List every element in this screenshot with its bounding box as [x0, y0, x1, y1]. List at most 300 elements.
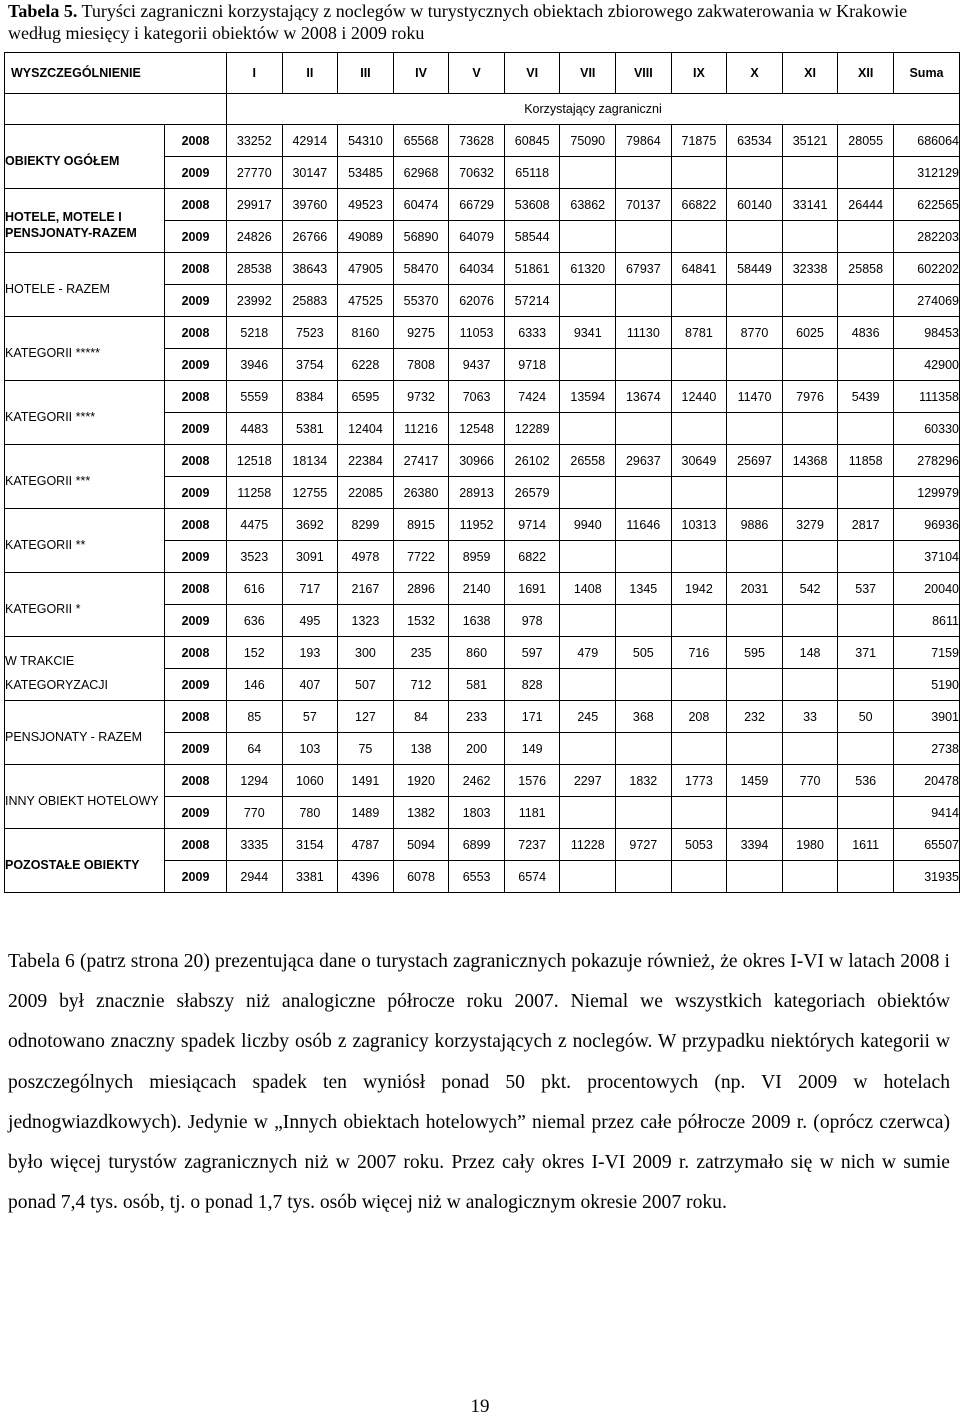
table-row [5, 125, 960, 157]
value-cell: 7237 [504, 829, 560, 861]
value-cell: 63534 [727, 125, 783, 157]
table-subheader-row [5, 94, 960, 125]
value-cell [671, 541, 727, 573]
value-cell [560, 349, 616, 381]
value-cell [782, 221, 838, 253]
value-cell: 75090 [560, 125, 616, 157]
year-cell: 2009 [165, 861, 227, 893]
value-cell: 66822 [671, 189, 727, 221]
sum-cell: 129979 [894, 477, 960, 509]
value-cell: 55370 [393, 285, 449, 317]
year-cell: 2008 [165, 253, 227, 285]
sum-cell: 8611 [894, 605, 960, 637]
value-cell: 84 [393, 701, 449, 733]
value-cell [838, 669, 894, 701]
value-cell [616, 157, 672, 189]
value-cell: 5439 [838, 381, 894, 413]
value-cell [671, 413, 727, 445]
table-caption-label: Tabela 5. [8, 1, 78, 21]
value-cell: 6553 [449, 861, 505, 893]
value-cell: 25697 [727, 445, 783, 477]
sum-cell: 9414 [894, 797, 960, 829]
value-cell [838, 349, 894, 381]
value-cell: 57214 [504, 285, 560, 317]
value-cell: 595 [727, 637, 783, 669]
value-cell [671, 733, 727, 765]
value-cell: 26766 [282, 221, 338, 253]
value-cell: 75 [338, 733, 394, 765]
value-cell: 56890 [393, 221, 449, 253]
value-cell: 1408 [560, 573, 616, 605]
value-cell: 770 [782, 765, 838, 797]
value-cell: 28055 [838, 125, 894, 157]
value-cell: 495 [282, 605, 338, 637]
category-cell [5, 125, 165, 189]
value-cell [838, 733, 894, 765]
sum-cell: 686064 [894, 125, 960, 157]
year-cell: 2009 [165, 157, 227, 189]
value-cell [560, 733, 616, 765]
value-cell: 7722 [393, 541, 449, 573]
value-cell: 32338 [782, 253, 838, 285]
header-sum: Suma [894, 53, 960, 94]
sum-cell: 20040 [894, 573, 960, 605]
value-cell: 70137 [616, 189, 672, 221]
value-cell: 26444 [838, 189, 894, 221]
value-cell [671, 157, 727, 189]
value-cell: 6899 [449, 829, 505, 861]
value-cell: 5053 [671, 829, 727, 861]
value-cell: 7976 [782, 381, 838, 413]
header-month: X [727, 53, 783, 94]
value-cell: 27417 [393, 445, 449, 477]
value-cell: 3154 [282, 829, 338, 861]
sum-cell: 42900 [894, 349, 960, 381]
year-cell: 2009 [165, 349, 227, 381]
header-month: XI [782, 53, 838, 94]
year-cell: 2009 [165, 413, 227, 445]
value-cell [671, 349, 727, 381]
header-month: I [227, 53, 283, 94]
value-cell [727, 285, 783, 317]
value-cell: 11258 [227, 477, 283, 509]
category-label: INNY OBIEKT HOTELOWY [5, 793, 159, 808]
value-cell [616, 285, 672, 317]
value-cell [727, 477, 783, 509]
category-cell [5, 829, 165, 893]
value-cell: 1181 [504, 797, 560, 829]
year-cell: 2008 [165, 125, 227, 157]
value-cell: 62076 [449, 285, 505, 317]
value-cell [838, 413, 894, 445]
table-row [5, 381, 960, 413]
value-cell: 200 [449, 733, 505, 765]
header-month: II [282, 53, 338, 94]
value-cell: 193 [282, 637, 338, 669]
value-cell: 7523 [282, 317, 338, 349]
value-cell: 368 [616, 701, 672, 733]
value-cell: 1323 [338, 605, 394, 637]
value-cell [671, 285, 727, 317]
table-caption-text: Turyści zagraniczni korzystający z noclegów w turystycznych obiektach zbiorowego zakwaterowania w Krakowie według miesięcy i kategorii obiektów w 2008 i 2009 roku [8, 1, 908, 43]
value-cell: 581 [449, 669, 505, 701]
value-cell: 146 [227, 669, 283, 701]
value-cell [782, 797, 838, 829]
header-month: III [338, 53, 394, 94]
value-cell: 64034 [449, 253, 505, 285]
value-cell: 11216 [393, 413, 449, 445]
value-cell: 9727 [616, 829, 672, 861]
value-cell: 11053 [449, 317, 505, 349]
value-cell: 26558 [560, 445, 616, 477]
value-cell [838, 541, 894, 573]
sum-cell: 7159 [894, 637, 960, 669]
value-cell: 828 [504, 669, 560, 701]
value-cell: 18134 [282, 445, 338, 477]
value-cell: 5381 [282, 413, 338, 445]
value-cell: 26380 [393, 477, 449, 509]
category-label: POZOSTAŁE OBIEKTY [5, 857, 140, 872]
sum-cell: 274069 [894, 285, 960, 317]
value-cell: 30966 [449, 445, 505, 477]
header-wyszczegolnienie: WYSZCZEGÓLNIENIE [5, 53, 227, 94]
value-cell [727, 797, 783, 829]
value-cell [782, 285, 838, 317]
value-cell: 542 [782, 573, 838, 605]
value-cell: 780 [282, 797, 338, 829]
value-cell [560, 221, 616, 253]
subheader-empty-cell [5, 94, 227, 125]
year-cell: 2009 [165, 669, 227, 701]
value-cell: 232 [727, 701, 783, 733]
value-cell [616, 797, 672, 829]
value-cell: 8384 [282, 381, 338, 413]
value-cell [616, 541, 672, 573]
value-cell: 28913 [449, 477, 505, 509]
value-cell: 11858 [838, 445, 894, 477]
value-cell: 6595 [338, 381, 394, 413]
value-cell: 371 [838, 637, 894, 669]
year-cell: 2009 [165, 477, 227, 509]
sum-cell: 65507 [894, 829, 960, 861]
value-cell: 2140 [449, 573, 505, 605]
value-cell: 11646 [616, 509, 672, 541]
value-cell: 30649 [671, 445, 727, 477]
category-label: HOTELE, MOTELE I PENSJONATY-RAZEM [5, 209, 137, 240]
value-cell: 138 [393, 733, 449, 765]
value-cell: 9886 [727, 509, 783, 541]
value-cell: 12518 [227, 445, 283, 477]
header-month: V [449, 53, 505, 94]
category-cell [5, 317, 165, 381]
header-month: XII [838, 53, 894, 94]
value-cell: 1980 [782, 829, 838, 861]
value-cell [727, 349, 783, 381]
value-cell: 103 [282, 733, 338, 765]
value-cell: 8959 [449, 541, 505, 573]
value-cell: 507 [338, 669, 394, 701]
value-cell: 29637 [616, 445, 672, 477]
value-cell: 33141 [782, 189, 838, 221]
value-cell: 2297 [560, 765, 616, 797]
year-cell: 2009 [165, 285, 227, 317]
value-cell: 8781 [671, 317, 727, 349]
category-label: W TRAKCIE KATEGORYZACJI [5, 653, 109, 692]
table-row [5, 701, 960, 733]
value-cell [671, 605, 727, 637]
value-cell: 717 [282, 573, 338, 605]
value-cell: 4475 [227, 509, 283, 541]
value-cell: 1942 [671, 573, 727, 605]
year-cell: 2009 [165, 221, 227, 253]
category-label: HOTELE - RAZEM [5, 281, 110, 296]
value-cell: 5094 [393, 829, 449, 861]
value-cell: 50 [838, 701, 894, 733]
value-cell: 14368 [782, 445, 838, 477]
value-cell: 1345 [616, 573, 672, 605]
value-cell: 25858 [838, 253, 894, 285]
value-cell: 38643 [282, 253, 338, 285]
value-cell: 4787 [338, 829, 394, 861]
sum-cell: 20478 [894, 765, 960, 797]
value-cell: 13674 [616, 381, 672, 413]
value-cell [782, 349, 838, 381]
subheader-korzystajacy: Korzystający zagraniczni [227, 94, 960, 125]
value-cell: 4483 [227, 413, 283, 445]
value-cell [616, 605, 672, 637]
value-cell [782, 605, 838, 637]
sum-cell: 111358 [894, 381, 960, 413]
sum-cell: 312129 [894, 157, 960, 189]
value-cell: 6078 [393, 861, 449, 893]
category-cell [5, 509, 165, 573]
value-cell: 9275 [393, 317, 449, 349]
value-cell: 149 [504, 733, 560, 765]
sum-cell: 5190 [894, 669, 960, 701]
value-cell: 9718 [504, 349, 560, 381]
value-cell [616, 733, 672, 765]
value-cell: 235 [393, 637, 449, 669]
table-row [5, 317, 960, 349]
value-cell: 6574 [504, 861, 560, 893]
table-row [5, 765, 960, 797]
value-cell: 505 [616, 637, 672, 669]
value-cell: 716 [671, 637, 727, 669]
value-cell [782, 669, 838, 701]
value-cell: 51861 [504, 253, 560, 285]
value-cell: 33 [782, 701, 838, 733]
value-cell: 537 [838, 573, 894, 605]
value-cell [838, 797, 894, 829]
value-cell: 7424 [504, 381, 560, 413]
value-cell [838, 477, 894, 509]
value-cell: 26579 [504, 477, 560, 509]
value-cell [782, 157, 838, 189]
value-cell [782, 733, 838, 765]
value-cell: 5218 [227, 317, 283, 349]
value-cell: 53608 [504, 189, 560, 221]
table-row [5, 445, 960, 477]
value-cell [727, 669, 783, 701]
value-cell: 12548 [449, 413, 505, 445]
sum-cell: 98453 [894, 317, 960, 349]
value-cell: 26102 [504, 445, 560, 477]
value-cell: 2944 [227, 861, 283, 893]
value-cell: 1489 [338, 797, 394, 829]
value-cell: 42914 [282, 125, 338, 157]
value-cell: 47905 [338, 253, 394, 285]
value-cell: 5559 [227, 381, 283, 413]
year-cell: 2009 [165, 605, 227, 637]
value-cell: 3946 [227, 349, 283, 381]
category-cell [5, 701, 165, 765]
value-cell: 6228 [338, 349, 394, 381]
category-label: OBIEKTY OGÓŁEM [5, 153, 120, 168]
value-cell: 8770 [727, 317, 783, 349]
value-cell: 29917 [227, 189, 283, 221]
value-cell: 712 [393, 669, 449, 701]
value-cell: 1382 [393, 797, 449, 829]
value-cell: 233 [449, 701, 505, 733]
value-cell: 11470 [727, 381, 783, 413]
value-cell: 8160 [338, 317, 394, 349]
value-cell [616, 477, 672, 509]
value-cell: 6822 [504, 541, 560, 573]
value-cell: 3692 [282, 509, 338, 541]
value-cell: 860 [449, 637, 505, 669]
category-cell [5, 189, 165, 253]
value-cell [560, 861, 616, 893]
year-cell: 2008 [165, 189, 227, 221]
category-label: KATEGORII *** [5, 473, 91, 488]
value-cell [616, 221, 672, 253]
value-cell: 12755 [282, 477, 338, 509]
sum-cell: 282203 [894, 221, 960, 253]
value-cell: 1691 [504, 573, 560, 605]
value-cell: 1294 [227, 765, 283, 797]
category-cell [5, 253, 165, 317]
value-cell: 3754 [282, 349, 338, 381]
value-cell: 7808 [393, 349, 449, 381]
value-cell: 978 [504, 605, 560, 637]
sum-cell: 278296 [894, 445, 960, 477]
category-label: PENSJONATY - RAZEM [5, 729, 143, 744]
value-cell: 2031 [727, 573, 783, 605]
value-cell [782, 541, 838, 573]
value-cell [560, 413, 616, 445]
value-cell: 24826 [227, 221, 283, 253]
value-cell [727, 861, 783, 893]
value-cell: 2896 [393, 573, 449, 605]
value-cell: 27770 [227, 157, 283, 189]
value-cell: 1491 [338, 765, 394, 797]
value-cell: 6025 [782, 317, 838, 349]
value-cell: 64841 [671, 253, 727, 285]
value-cell: 636 [227, 605, 283, 637]
value-cell: 70632 [449, 157, 505, 189]
sum-cell: 37104 [894, 541, 960, 573]
value-cell: 33252 [227, 125, 283, 157]
year-cell: 2008 [165, 701, 227, 733]
value-cell [838, 285, 894, 317]
value-cell [782, 477, 838, 509]
value-cell: 6333 [504, 317, 560, 349]
value-cell: 85 [227, 701, 283, 733]
year-cell: 2008 [165, 829, 227, 861]
value-cell: 1638 [449, 605, 505, 637]
year-cell: 2009 [165, 541, 227, 573]
body-paragraph [8, 942, 950, 1223]
value-cell: 9940 [560, 509, 616, 541]
header-month: VIII [616, 53, 672, 94]
sum-cell: 622565 [894, 189, 960, 221]
paragraph-text: Tabela 6 (patrz strona 20) prezentująca dane o turystach zagranicznych pokazuje również, że okres I-VI w latach 2008 i 2009 był znacznie słabszy niż analogiczne półrocze roku 2007. Niemal we wszystkich kategoriach obiektów odnotowano znaczny spadek liczby osób z zagranicy korzystających z noclegów. W przypadku niektórych kategorii w poszczególnych miesiącach spadek ten wyniósł ponad 50 pkt. procentowych (np. VI 2009 w hotelach jednogwiazdkowych). Jedynie w „Innych obiektach hotelowych” niemal przez całe półrocze 2009 r. (oprócz czerwca) było więcej turystów zagranicznych niż w 2007 roku. Przez cały okres I-VI 2009 r. zatrzymało się w nich w sumie ponad 7,4 tys. osób, tj. o ponad 1,7 tys. osób więcej niż w analogicznym okresie 2007 roku. [8, 951, 950, 1214]
value-cell [616, 413, 672, 445]
value-cell [671, 669, 727, 701]
sum-cell: 602202 [894, 253, 960, 285]
value-cell [671, 221, 727, 253]
value-cell: 35121 [782, 125, 838, 157]
header-month: IX [671, 53, 727, 94]
value-cell [671, 797, 727, 829]
value-cell [727, 221, 783, 253]
value-cell: 1576 [504, 765, 560, 797]
value-cell: 39760 [282, 189, 338, 221]
value-cell: 3381 [282, 861, 338, 893]
category-cell [5, 637, 165, 701]
value-cell: 208 [671, 701, 727, 733]
value-cell: 58470 [393, 253, 449, 285]
table-row [5, 829, 960, 861]
value-cell: 28538 [227, 253, 283, 285]
value-cell: 171 [504, 701, 560, 733]
value-cell [671, 477, 727, 509]
value-cell: 25883 [282, 285, 338, 317]
sum-cell: 96936 [894, 509, 960, 541]
value-cell: 12440 [671, 381, 727, 413]
value-cell: 65118 [504, 157, 560, 189]
value-cell [782, 861, 838, 893]
sum-cell: 31935 [894, 861, 960, 893]
category-label: KATEGORII * [5, 601, 81, 616]
value-cell: 407 [282, 669, 338, 701]
value-cell: 616 [227, 573, 283, 605]
value-cell: 54310 [338, 125, 394, 157]
value-cell: 30147 [282, 157, 338, 189]
value-cell [727, 157, 783, 189]
value-cell [616, 669, 672, 701]
value-cell: 22085 [338, 477, 394, 509]
value-cell: 9437 [449, 349, 505, 381]
sum-cell: 60330 [894, 413, 960, 445]
table-header-row [5, 53, 960, 94]
value-cell: 148 [782, 637, 838, 669]
value-cell: 12404 [338, 413, 394, 445]
value-cell: 22384 [338, 445, 394, 477]
year-cell: 2009 [165, 733, 227, 765]
year-cell: 2008 [165, 317, 227, 349]
value-cell: 1459 [727, 765, 783, 797]
value-cell: 1611 [838, 829, 894, 861]
value-cell: 49523 [338, 189, 394, 221]
value-cell [838, 605, 894, 637]
value-cell: 73628 [449, 125, 505, 157]
sum-cell: 3901 [894, 701, 960, 733]
value-cell: 53485 [338, 157, 394, 189]
value-cell: 1920 [393, 765, 449, 797]
value-cell: 8299 [338, 509, 394, 541]
value-cell [838, 157, 894, 189]
